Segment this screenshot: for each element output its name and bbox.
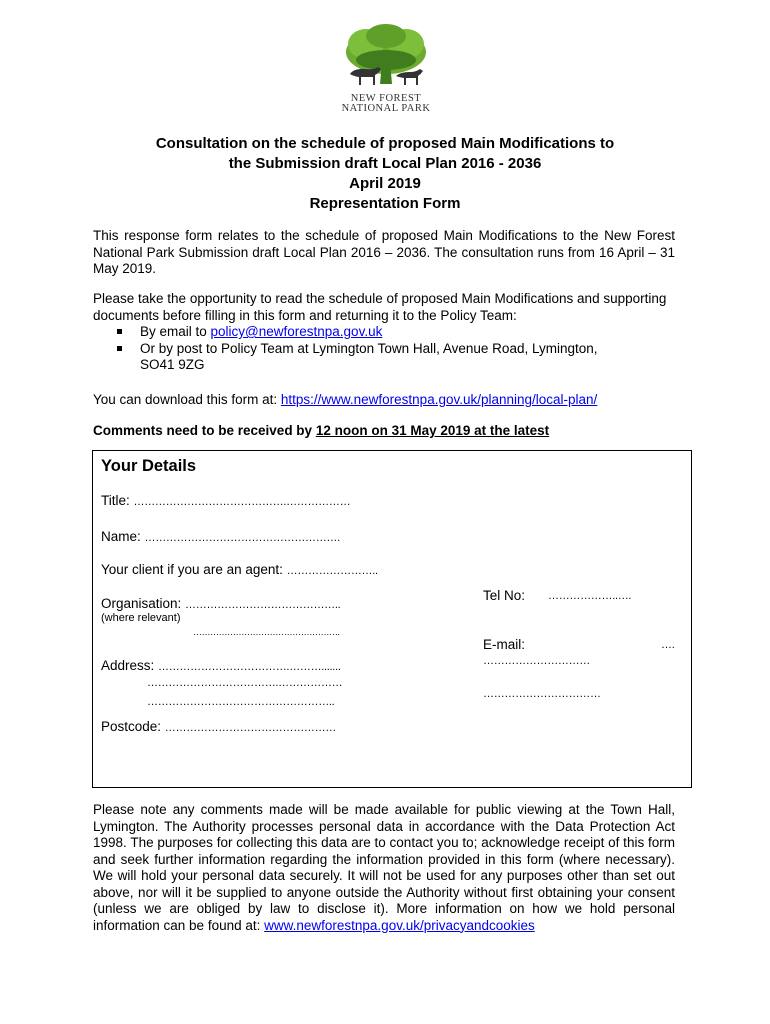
bullet-icon [117,329,122,334]
email-blank-end[interactable]: …. [661,639,675,651]
tel-label: Tel No: [483,588,526,603]
list-item-post [93,341,675,374]
address-blank-3[interactable]: …………………………………………….. [147,696,335,708]
address-label: Address: [101,658,159,673]
title-line-1: Consultation on the schedule of proposed Main Modifications to [155,135,615,152]
agent-label: Your client if you are an agent: [101,562,287,577]
email-blank-1[interactable]: ………………………… [483,655,591,667]
your-details-heading: Your Details [101,457,197,475]
list-item-email [93,324,675,341]
document-title [60,134,710,214]
address-blank-2[interactable]: ……………………………….……………… [147,677,343,689]
deadline-line [93,423,675,440]
your-details-box [92,450,692,788]
tree-trunk [380,62,392,84]
policy-email-link[interactable]: policy@newforestnpa.gov.uk [210,324,383,339]
title-date: April 2019 [349,175,421,192]
tel-blank[interactable]: ………………..…. [548,590,632,602]
post-line-2: SO41 9ZG [140,357,205,372]
address-field[interactable] [101,658,341,673]
name-blank: ………………………………………………. [144,532,340,544]
postcode-label: Postcode: [101,719,165,734]
intro-paragraph: This response form relates to the schedule of proposed Main Modifications to the New Forest National Park Submission draft Local Plan 2016 – 2036. The consultation runs from 16 April – 31 May 2019. [93,228,675,276]
privacy-link[interactable]: www.newforestnpa.gov.uk/privacyandcookies [264,917,535,933]
title-field[interactable] [101,493,350,508]
organisation-note: (where relevant) [101,612,181,624]
agent-blank: …………………….. [286,565,378,577]
download-form-link[interactable]: https://www.newforestnpa.gov.uk/planning/local-plan/ [280,392,598,407]
address-blank-1: ……………………………….………....... [158,661,341,673]
name-field[interactable] [101,529,340,544]
title-line-2: the Submission draft Local Plan 2016 - 2036 [228,155,542,172]
submission-methods-list [93,324,675,374]
post-line-1: Or by post to Policy Team at Lymington Town Hall, Avenue Road, Lymington, [140,340,598,356]
email-prefix: By email to [140,324,211,339]
tree-horses-icon [336,22,436,97]
organisation-label: Organisation: [101,596,186,611]
organisation-blank-2[interactable]: ……………………………………………. [193,627,340,637]
email-label: E-mail: [483,637,526,652]
privacy-text: Please note any comments made will be made available for public viewing at the Town Hall, Lymington. The Authority processes personal data in accordance with the Data Protection Act 1998. The purposes for collecting this data are to contact you to; acknowledge receipt of this form and seek further information regarding the information provided in this form (where necessary). We will hold your personal data securely. It will not be used for any purposes other than set out above, nor will it be supplied to anyone outside the Authority without first obtaining your consent (unless we are obliged by law to disclose it). More information on how we hold personal information can be found at: [93,802,675,933]
organisation-blank: …………………………………….. [185,599,341,611]
logo-line-2: NATIONAL PARK [341,103,431,114]
deadline-date: 12 noon on 31 May 2019 at the latest [315,423,550,438]
download-line [93,392,675,409]
instructions-paragraph: Please take the opportunity to read the schedule of proposed Main Modifications and supporting documents before filling in this form and returning it to the Policy Team: [93,291,667,323]
title-label: Title: [101,493,134,508]
bullet-icon [117,346,122,351]
name-label: Name: [101,529,145,544]
privacy-notice [93,802,675,934]
title-blank: …………………………………….……………… [133,496,351,508]
organisation-field[interactable] [101,596,340,611]
email-blank-2[interactable]: …………………………… [483,688,601,700]
logo-wordmark [330,94,442,114]
instructions-section [93,291,675,374]
postcode-field[interactable] [101,719,336,734]
deadline-prefix: Comments need to be received by [93,423,316,438]
postcode-blank: ………………………………………… [164,722,336,734]
logo-line-1: NEW FOREST [350,93,422,104]
agent-field[interactable] [101,562,378,577]
title-form-name: Representation Form [309,195,461,212]
download-prefix: You can download this form at: [93,392,281,407]
